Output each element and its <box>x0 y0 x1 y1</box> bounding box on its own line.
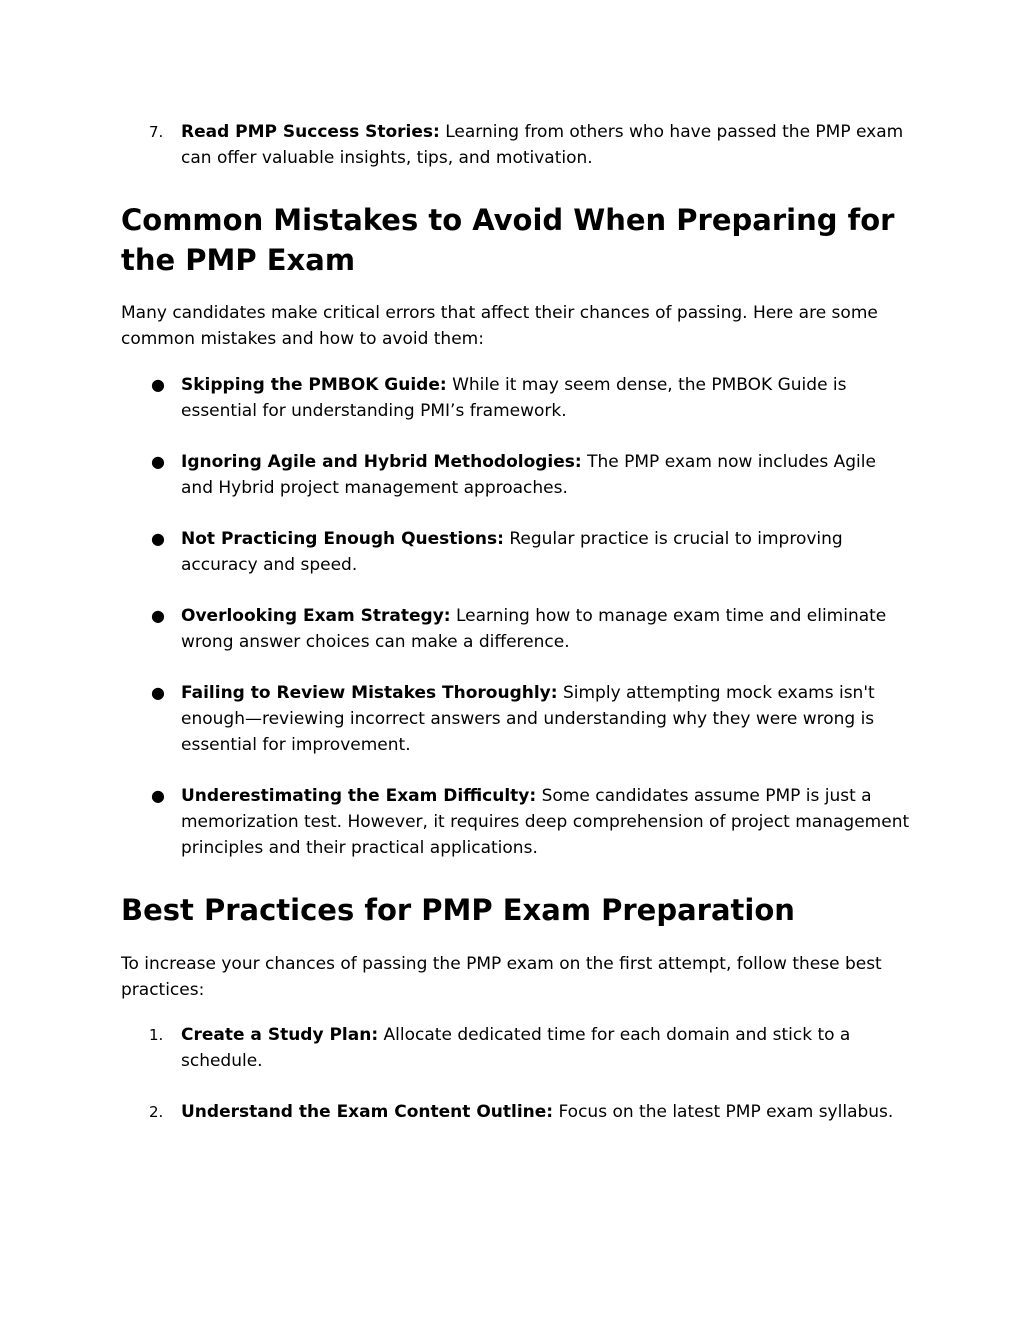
list-item-text <box>181 603 911 655</box>
list-item-text <box>181 1022 911 1074</box>
bullet-icon: ● <box>151 529 165 548</box>
list-item <box>121 783 911 861</box>
list-item-body: While it may seem dense, the PMBOK Guide is essential for understanding PMI’s framework. <box>181 375 847 421</box>
list-item-text <box>181 680 911 758</box>
list-item-title: Failing to Review Mistakes Thoroughly: <box>181 683 558 703</box>
list-item-text <box>181 526 911 578</box>
list-number: 2. <box>149 1103 164 1121</box>
list-item-title: Underestimating the Exam Difficulty: <box>181 786 537 806</box>
bullet-icon: ● <box>151 606 165 625</box>
section-intro: Many candidates make critical errors that affect their chances of passing. Here are some common mistakes and how to avoid them: <box>121 303 878 349</box>
section-heading: Best Practices for PMP Exam Preparation <box>121 893 795 927</box>
list-item-text <box>181 119 911 171</box>
list-item-body: Regular practice is crucial to improving accuracy and speed. <box>181 529 843 575</box>
list-item <box>121 526 911 578</box>
list-item <box>121 449 911 501</box>
bullet-icon: ● <box>151 452 165 471</box>
bullet-icon: ● <box>151 683 165 702</box>
bullet-icon: ● <box>151 786 165 805</box>
list-number: 1. <box>149 1026 164 1044</box>
list-item <box>121 372 911 424</box>
list-item-title: Skipping the PMBOK Guide: <box>181 375 447 395</box>
section-heading: Common Mistakes to Avoid When Preparing for the PMP Exam <box>121 203 895 277</box>
section-intro: To increase your chances of passing the PMP exam on the first attempt, follow these best practices: <box>121 954 882 1000</box>
list-item-title: Read PMP Success Stories: <box>181 122 440 142</box>
list-item-body: Simply attempting mock exams isn't enough—reviewing incorrect answers and understanding why they were wrong is essential for improvement. <box>181 683 875 755</box>
list-item <box>121 1022 911 1074</box>
list-item-text <box>181 449 911 501</box>
list-item-title: Create a Study Plan: <box>181 1025 379 1045</box>
list-item-title: Not Practicing Enough Questions: <box>181 529 504 549</box>
list-number: 7. <box>149 123 164 141</box>
list-item-text <box>181 1099 911 1125</box>
list-item-text <box>181 783 911 861</box>
list-item-body: The PMP exam now includes Agile and Hybrid project management approaches. <box>181 452 876 498</box>
bullet-icon: ● <box>151 375 165 394</box>
list-item <box>121 603 911 655</box>
list-item-body: Allocate dedicated time for each domain and stick to a schedule. <box>181 1025 851 1071</box>
list-item-text <box>181 372 911 424</box>
list-item-body: Learning how to manage exam time and eliminate wrong answer choices can make a difference. <box>181 606 887 652</box>
list-item-title: Overlooking Exam Strategy: <box>181 606 451 626</box>
list-item-body: Some candidates assume PMP is just a memorization test. However, it requires deep comprehension of project management principles and their practical applications. <box>181 786 910 858</box>
list-item-body: Focus on the latest PMP exam syllabus. <box>553 1102 894 1122</box>
list-item-title: Ignoring Agile and Hybrid Methodologies: <box>181 452 582 472</box>
list-item <box>121 119 911 171</box>
list-item <box>121 680 911 758</box>
list-item-title: Understand the Exam Content Outline: <box>181 1102 554 1122</box>
list-item-body: Learning from others who have passed the PMP exam can offer valuable insights, tips, and motivation. <box>181 122 904 168</box>
list-item <box>121 1099 911 1125</box>
